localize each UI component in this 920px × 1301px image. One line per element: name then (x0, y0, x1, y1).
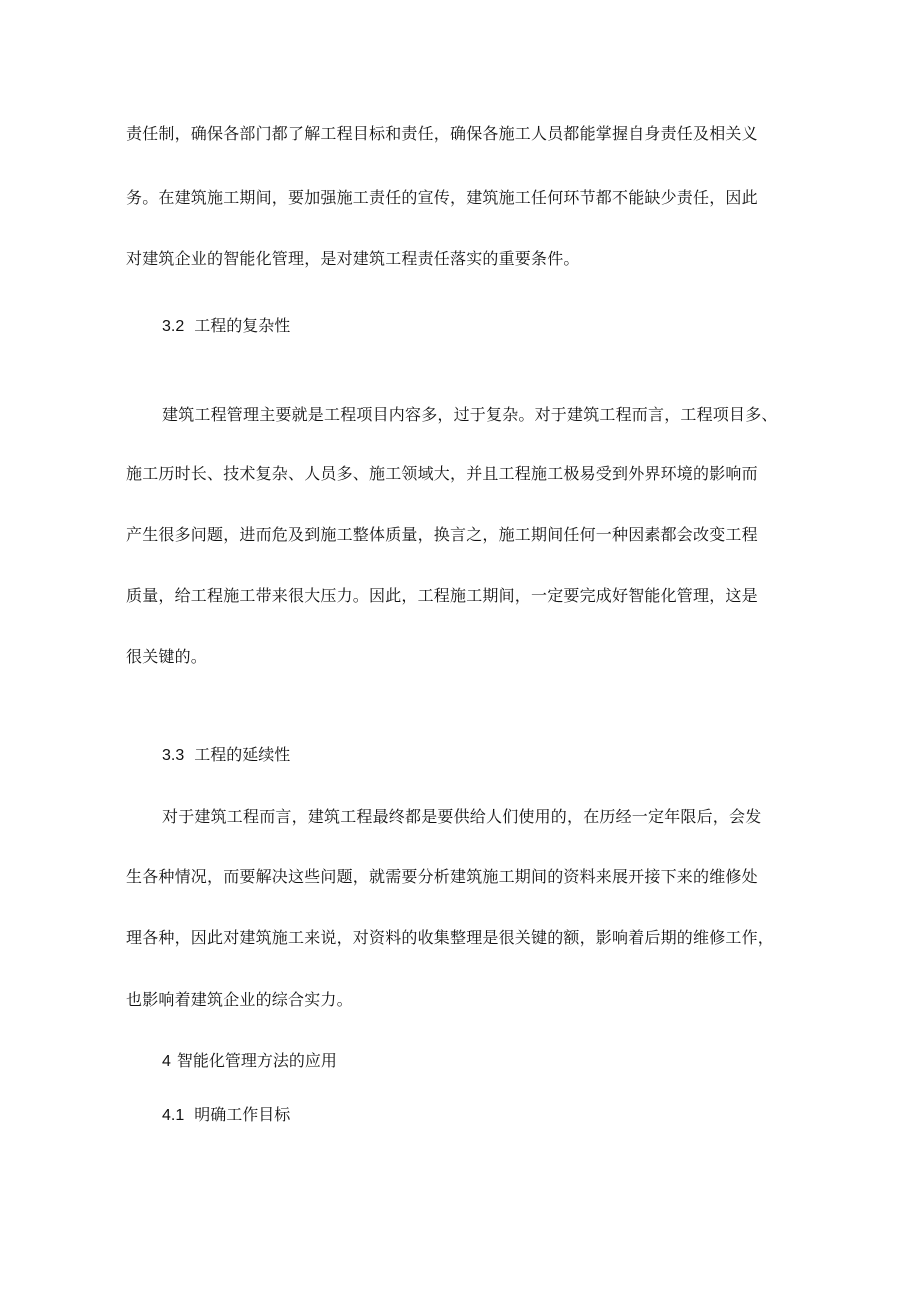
section-number: 3.2 (162, 318, 185, 335)
section-title: 智能化管理方法的应用 (176, 1051, 337, 1070)
paragraph-line: 建筑工程管理主要就是工程项目内容多，过于复杂。对于建筑工程而言，工程项目多、 (162, 405, 778, 424)
section-heading-4-1 (162, 1105, 290, 1126)
paragraph-line: 很关键的。 (126, 647, 208, 666)
paragraph-line: 产生很多问题，进而危及到施工整体质量，换言之，施工期间任何一种因素都会改变工程 (126, 525, 758, 544)
section-number: 3.3 (162, 747, 185, 764)
paragraph-line: 务。在建筑施工期间，要加强施工责任的宣传，建筑施工任何环节都不能缺少责任，因此 (126, 188, 758, 207)
paragraph-line: 施工历时长、技术复杂、人员多、施工领域大，并且工程施工极易受到外界环境的影响而 (126, 464, 758, 483)
paragraph-line: 质量，给工程施工带来很大压力。因此，工程施工期间，一定要完成好智能化管理，这是 (126, 586, 758, 605)
section-title: 明确工作目标 (194, 1105, 291, 1124)
section-number: 4 (162, 1053, 171, 1070)
paragraph-line: 也影响着建筑企业的综合实力。 (126, 990, 353, 1009)
section-number: 4.1 (162, 1107, 185, 1124)
section-title: 工程的复杂性 (194, 316, 291, 335)
paragraph-line: 生各种情况，而要解决这些问题，就需要分析建筑施工期间的资料来展开接下来的维修处 (126, 867, 758, 886)
paragraph-line: 对于建筑工程而言，建筑工程最终都是要供给人们使用的，在历经一定年限后，会发 (162, 807, 762, 826)
paragraph-line: 责任制，确保各部门都了解工程目标和责任，确保各施工人员都能掌握自身责任及相关义 (126, 124, 758, 143)
paragraph-line: 理各种，因此对建筑施工来说，对资料的收集整理是很关键的额，影响着后期的维修工作， (126, 928, 775, 947)
section-heading-3-3 (162, 745, 290, 766)
section-heading-3-2 (162, 316, 290, 337)
section-heading-4 (162, 1051, 337, 1072)
section-title: 工程的延续性 (194, 745, 291, 764)
paragraph-line: 对建筑企业的智能化管理，是对建筑工程责任落实的重要条件。 (126, 249, 580, 268)
